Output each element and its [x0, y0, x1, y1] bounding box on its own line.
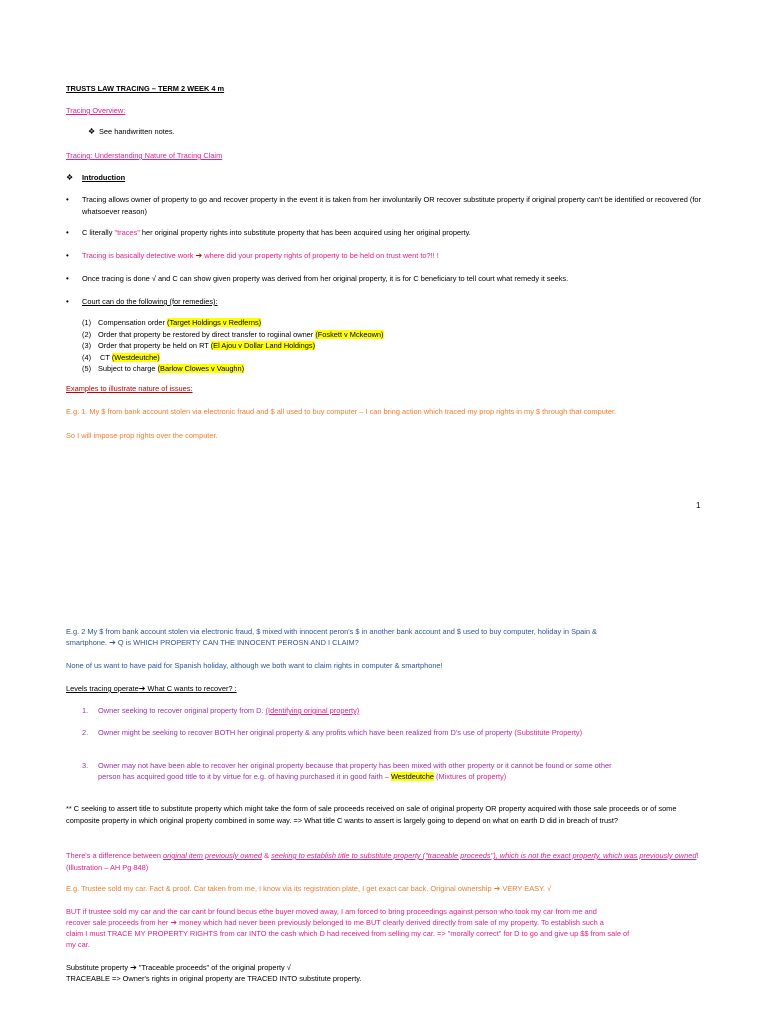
example-1: E.g. 1. My $ from bank account stolen via electronic fraud and $ all used to buy computer – I can bring action which traced my prop rights in my $ through that computer. [66, 407, 617, 416]
arrow-icon: ➔ [109, 638, 116, 647]
examples-heading: Examples to illustrate nature of issues: [66, 384, 193, 393]
arrow-icon: ➔ [138, 684, 146, 693]
remedy-item: (2) Order that property be restored by direct transfer to rogiinal owner (Foskett v Mckeown) [82, 329, 384, 339]
example-2-line-2: smartphone. ➔ Q is WHICH PROPERTY CAN THE INNOCENT PEROSN AND I CLAIM? [66, 638, 359, 647]
car-example: E.g. Trustee sold my car. Fact & proof. Car taken from me, I know via its registration plate, I get exact car back. Original ownership ➔ VERY EASY. √ [66, 884, 552, 893]
intro-bullet-4: Once tracing is done √ and C can show given property was derived from her original property, it is for C beneficiary to tell court what remedy it seeks. [82, 274, 569, 283]
arrow-icon: ➔ [170, 918, 178, 927]
example-1-continued: So I will impose prop rights over the computer. [66, 431, 218, 440]
level-item-3-line-2: person has acquired good title to it by virtue for e.g. of having purchased it in good faith – Westdeutche (Mixtures of property) [98, 772, 507, 781]
example-2-line-3: None of us want to have paid for Spanish holiday, although we both want to claim rights in computer & smartphone! [66, 661, 443, 670]
bullet-icon: • [66, 297, 69, 306]
bullet-icon: • [66, 195, 69, 204]
substitute-property-line: Substitute property ➔ "Traceable proceeds" of the original property √ [66, 963, 291, 972]
but-line-2: recover sale proceeds from her ➔ money which had never been previously belonged to me BUT clearly derived directly from sale of my property. To establish such a [66, 918, 604, 927]
arrow-icon: ➔ [130, 963, 137, 972]
intro-bullet-3: Tracing is basically detective work ➔ where did your property rights of property to be held on trust went to?!! ! [82, 251, 439, 260]
intro-heading: Introduction [82, 173, 126, 182]
but-line-3: claim I must TRACE MY PROPERTY RIGHTS from car INTO the cash which D had received from selling my car. => "morally correct" for D to go and give up $$ from sale of [66, 929, 630, 938]
nature-heading: Tracing: Understanding Nature of Tracing Claim [66, 151, 223, 160]
page-number: 1 [696, 501, 701, 510]
remedies-list [82, 317, 384, 375]
remedy-item: (4) CT (Westdeutche) [82, 352, 160, 362]
arrow-icon: ➔ [195, 251, 203, 260]
remedy-item: (3) Order that property be held on RT (El Ajou v Dollar Land Holdings) [82, 341, 316, 350]
note-paragraph: ** C seeking to assert title to substitute property which might take the form of sale proceeds received on sale of original property OR property acquired with those sale proceeds or of some composite property in which original property combined in some way. => What title C wants to assert is largely going to depend on what on earth D did in breach of trust? [66, 804, 677, 825]
level-item-2: 2. Owner might be seeking to recover BOTH her original property & any profits which have been realized from D's use of property (Substitute Property) [82, 728, 583, 737]
arrow-icon: ➔ [493, 884, 501, 893]
intro-bullet-5: Court can do the following (for remedies): [82, 297, 218, 306]
intro-bullet-2: C literally "traces" her original property rights into substitute property that has been acquired using her original property. [82, 228, 471, 237]
levels-heading: Levels tracing operate➔ What C wants to recover? : [66, 684, 237, 693]
but-line-1: BUT if trustee sold my car and the car cant br found becus ethe buyer moved away, I am forced to bring proceedings against person who took my car from me and [66, 907, 597, 916]
diamond-bullet-icon: ❖ [66, 173, 74, 182]
bullet-icon: • [66, 228, 69, 237]
traceable-line: TRACEABLE => Owner's rights in original property are TRACED INTO substitute property. [66, 974, 362, 983]
level-item-1: 1. Owner seeking to recover original property from D. (Identifying original property) [82, 706, 360, 715]
but-line-4: my car. [66, 940, 90, 949]
remedy-item: (1) Compensation order (Target Holdings v Redferns) [82, 318, 262, 327]
bullet-icon: • [66, 274, 69, 283]
bullet-icon: • [66, 251, 69, 260]
overview-heading: Tracing Overview: [66, 106, 126, 115]
difference-paragraph: There's a difference between original item previously owned & seeking to establish title to substitute property ("traceable proceeds"), which is not the exact property, which was previously owned! (Illustration – AH Pg 848) [66, 851, 699, 872]
overview-item: See handwritten notes. [99, 127, 175, 136]
level-item-3-line-1: 3. Owner may not have been able to recover her original property because that property has been mixed with other property or it cannot be found or some other [82, 761, 612, 770]
diamond-bullet-icon: ❖ [88, 127, 96, 136]
example-2-line-1: E.g. 2 My $ from bank account stolen via electronic fraud, $ mixed with innocent peron's $ in another bank account and $ used to buy computer, holiday in Spain & [66, 627, 597, 636]
intro-bullet-1: Tracing allows owner of property to go and recover property in the event it is taken from her involuntarily OR recover substitute property if original property can't be identified or recovered (for whatsoever reason) [82, 195, 701, 216]
remedy-item: (5) Subject to charge (Barlow Clowes v Vaughn) [82, 364, 245, 373]
document-title: TRUSTS LAW TRACING – TERM 2 WEEK 4 m [66, 84, 225, 93]
